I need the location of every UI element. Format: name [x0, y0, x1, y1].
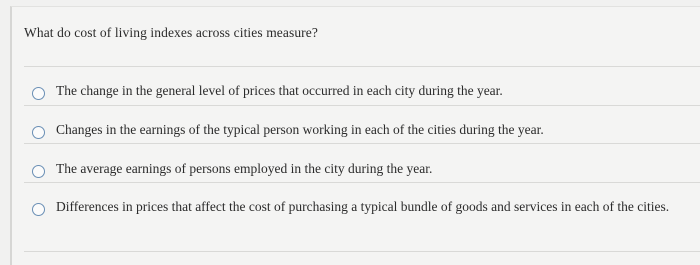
radio-button[interactable] [32, 165, 45, 178]
question-card [10, 6, 700, 265]
answer-option-3[interactable] [32, 162, 432, 181]
answer-option-1[interactable] [32, 84, 503, 103]
radio-button[interactable] [32, 203, 45, 216]
divider [24, 251, 700, 252]
radio-button[interactable] [32, 87, 45, 100]
radio-button[interactable] [32, 126, 45, 139]
answer-option-4[interactable] [32, 200, 686, 219]
answer-option-label[interactable]: The average earnings of persons employed in the city during the year. [56, 161, 433, 176]
answer-option-2[interactable] [32, 123, 544, 142]
divider [24, 66, 700, 67]
answer-option-label[interactable]: Changes in the earnings of the typical person working in each of the cities during the year. [56, 122, 544, 137]
answer-option-label[interactable]: Differences in prices that affect the cost of purchasing a typical bundle of goods and services in each of the cities. [56, 199, 670, 214]
divider [24, 182, 700, 183]
divider [24, 143, 700, 144]
question-text: What do cost of living indexes across cities measure? [24, 25, 318, 40]
divider [24, 105, 700, 106]
answer-option-label[interactable]: The change in the general level of prices that occurred in each city during the year. [56, 83, 503, 98]
